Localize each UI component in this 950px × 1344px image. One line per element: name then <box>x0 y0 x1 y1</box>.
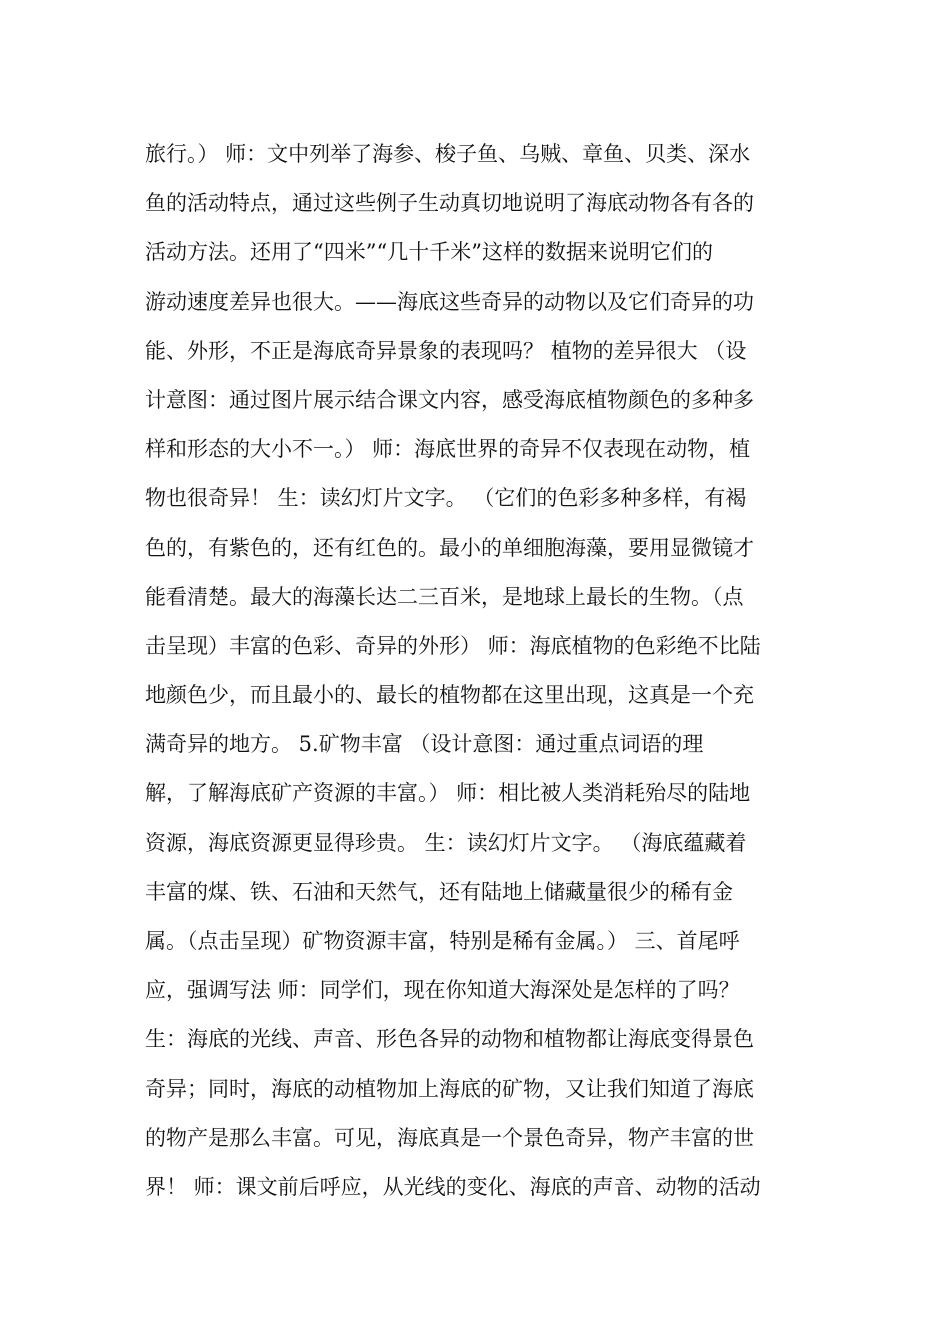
text-line: 丰富的煤、铁、石油和天然气，还有陆地上储藏量很少的稀有金 <box>145 879 733 904</box>
text-line: 的物产是那么丰富。可见，海底真是一个景色奇异，物产丰富的世 <box>145 1125 754 1150</box>
text-line: 地颜色少，而且最小的、最长的植物都在这里出现，这真是一个充 <box>145 683 754 708</box>
text-line: 物也很奇异！ 生：读幻灯片文字。 （它们的色彩多种多样，有褐 <box>145 486 747 511</box>
text-line: 能看清楚。最大的海藻长达二三百米，是地球上最长的生物。（点 <box>145 584 744 609</box>
text-line: 色的，有紫色的，还有红色的。最小的单细胞海藻，要用显微镜才 <box>145 535 754 560</box>
text-line: 满奇异的地方。 5.矿物丰富 （设计意图：通过重点词语的理 <box>145 732 704 757</box>
text-line: 解，了解海底矿产资源的丰富。） 师：相比被人类消耗殆尽的陆地 <box>145 781 751 806</box>
text-line: 活动方法。还用了“四米”“几十千米”这样的数据来说明它们的 <box>145 240 713 265</box>
text-line: 能、外形，不正是海底奇异景象的表现吗？ 植物的差异很大 （设 <box>145 338 747 363</box>
text-line: 击呈现）丰富的色彩、奇异的外形） 师：海底植物的色彩绝不比陆 <box>145 633 761 658</box>
text-line: 生：海底的光线、声音、形色各异的动物和植物都让海底变得景色 <box>145 1027 754 1052</box>
text-line: 样和形态的大小不一。） 师：海底世界的奇异不仅表现在动物，植 <box>145 437 751 462</box>
text-line: 计意图：通过图片展示结合课文内容，感受海底植物颜色的多种多 <box>145 387 754 412</box>
text-line: 界！ 师：课文前后呼应，从光线的变化、海底的声音、动物的活动 <box>145 1174 761 1199</box>
text-line: 奇异；同时，海底的动植物加上海底的矿物，又让我们知道了海底 <box>145 1076 754 1101</box>
text-line: 鱼的活动特点，通过这些例子生动真切地说明了海底动物各有各的 <box>145 191 754 216</box>
text-line: 游动速度差异也很大。——海底这些奇异的动物以及它们奇异的功 <box>145 289 754 314</box>
body-text <box>145 130 810 1212</box>
text-line: 旅行。） 师：文中列举了海参、梭子鱼、乌贼、章鱼、贝类、深水 <box>145 142 751 166</box>
text-line: 资源，海底资源更显得珍贵。 生：读幻灯片文字。 （海底蕴藏着 <box>145 830 747 855</box>
text-line: 应，强调写法 师：同学们，现在你知道大海深处是怎样的了吗？ <box>145 978 740 1003</box>
text-line: 属。（点击呈现）矿物资源丰富，特别是稀有金属。） 三、首尾呼 <box>145 929 740 953</box>
